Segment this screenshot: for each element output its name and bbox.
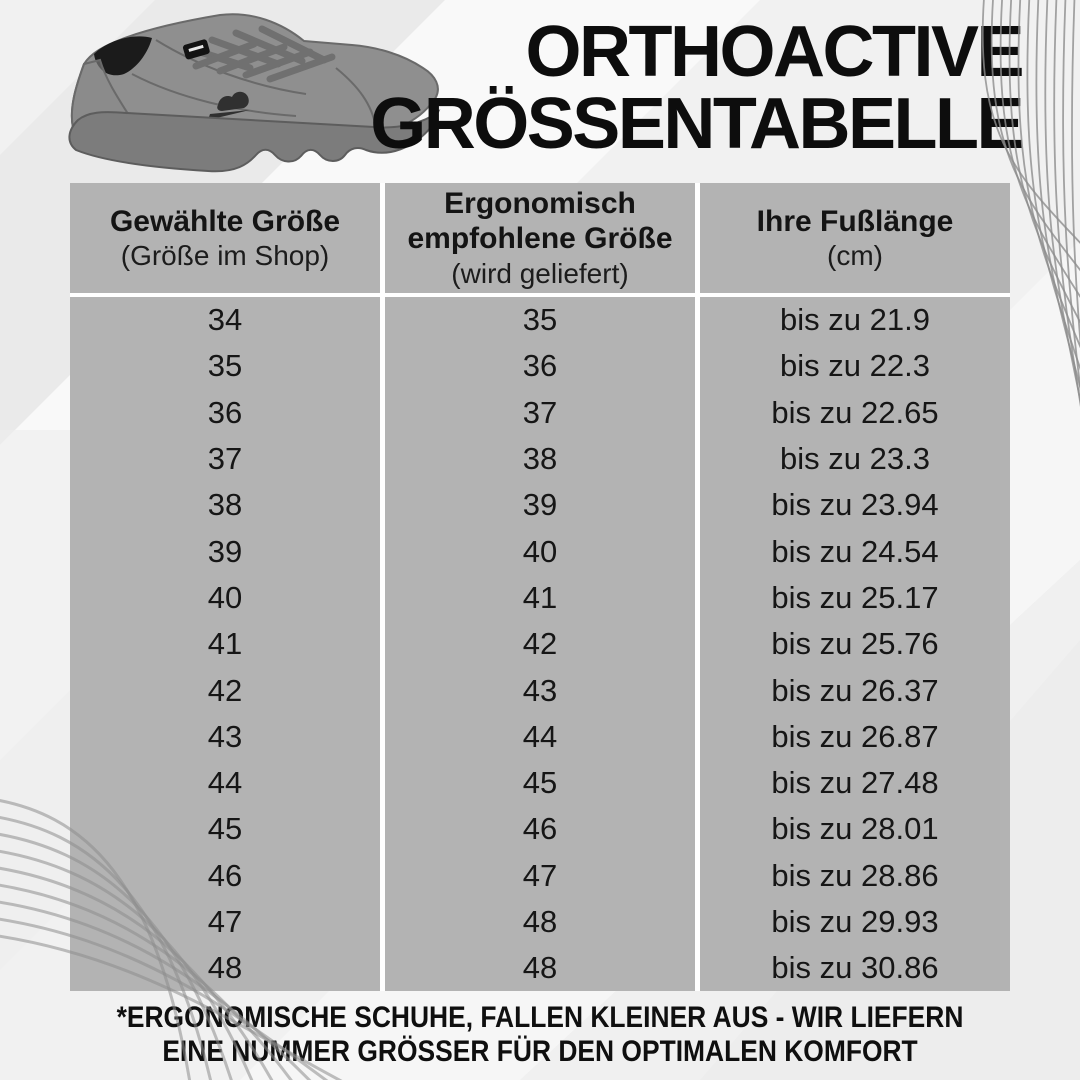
table-cell-shop: 41: [70, 621, 380, 667]
page-title-line2: GRÖSSENTABELLE: [370, 84, 1022, 164]
table-cell-foot_length: bis zu 29.93: [700, 899, 1010, 945]
table-cell-shop: 46: [70, 853, 380, 899]
table-cell-foot_length: bis zu 22.65: [700, 390, 1010, 436]
table-cell-shop: 34: [70, 297, 380, 343]
table-cell-recommended: 38: [385, 436, 695, 482]
table-cell-shop: 37: [70, 436, 380, 482]
table-header-foot-length-subtitle: (cm): [827, 240, 883, 272]
table-cell-recommended: 46: [385, 806, 695, 852]
table-cell-foot_length: bis zu 26.87: [700, 714, 1010, 760]
table-cell-recommended: 47: [385, 853, 695, 899]
table-header-shop-size-subtitle: (Größe im Shop): [120, 240, 330, 272]
table-cell-recommended: 48: [385, 945, 695, 991]
size-table: [70, 183, 1010, 991]
table-cell-shop: 40: [70, 575, 380, 621]
table-cell-shop: 42: [70, 667, 380, 713]
table-cell-recommended: 44: [385, 714, 695, 760]
table-cell-foot_length: bis zu 28.86: [700, 853, 1010, 899]
table-cell-recommended: 36: [385, 343, 695, 389]
table-cell-recommended: 35: [385, 297, 695, 343]
table-cell-foot_length: bis zu 21.9: [700, 297, 1010, 343]
table-cell-shop: 35: [70, 343, 380, 389]
table-cell-recommended: 37: [385, 390, 695, 436]
table-cell-recommended: 48: [385, 899, 695, 945]
table-cell-shop: 39: [70, 528, 380, 574]
table-header-foot-length-title: Ihre Fußlänge: [756, 204, 954, 238]
table-cell-recommended: 42: [385, 621, 695, 667]
table-cell-foot_length: bis zu 27.48: [700, 760, 1010, 806]
page-title-line1: ORTHOACTIVE: [525, 12, 1022, 92]
table-cell-recommended: 45: [385, 760, 695, 806]
table-cell-recommended: 43: [385, 667, 695, 713]
table-header-shop-size: [70, 183, 380, 293]
table-cell-foot_length: bis zu 23.94: [700, 482, 1010, 528]
table-cell-foot_length: bis zu 26.37: [700, 667, 1010, 713]
page-title: [370, 12, 1022, 164]
table-cell-recommended: 40: [385, 528, 695, 574]
table-cell-shop: 45: [70, 806, 380, 852]
table-header-recommended-size-title: Ergonomisch empfohlene Größe: [407, 187, 673, 256]
table-cell-foot_length: bis zu 24.54: [700, 528, 1010, 574]
footnote-line2: EINE NUMMER GRÖSSER FÜR DEN OPTIMALEN KOMFORT: [162, 1034, 918, 1068]
footnote: [0, 1001, 1080, 1068]
table-cell-shop: 36: [70, 390, 380, 436]
table-header-foot-length: [700, 183, 1010, 293]
table-header-recommended-size-subtitle: (wird geliefert): [451, 257, 629, 289]
table-cell-foot_length: bis zu 23.3: [700, 436, 1010, 482]
table-cell-shop: 47: [70, 899, 380, 945]
table-cell-shop: 48: [70, 945, 380, 991]
table-cell-foot_length: bis zu 30.86: [700, 945, 1010, 991]
table-cell-foot_length: bis zu 25.17: [700, 575, 1010, 621]
table-header-shop-size-title: Gewählte Größe: [109, 204, 341, 238]
table-cell-recommended: 39: [385, 482, 695, 528]
table-cell-shop: 43: [70, 714, 380, 760]
table-cell-foot_length: bis zu 25.76: [700, 621, 1010, 667]
table-header-recommended-size: [385, 183, 695, 293]
table-cell-foot_length: bis zu 28.01: [700, 806, 1010, 852]
table-cell-shop: 38: [70, 482, 380, 528]
footnote-line1: *ERGONOMISCHE SCHUHE, FALLEN KLEINER AUS - WIR LIEFERN: [116, 1001, 964, 1034]
table-cell-shop: 44: [70, 760, 380, 806]
table-cell-recommended: 41: [385, 575, 695, 621]
table-cell-foot_length: bis zu 22.3: [700, 343, 1010, 389]
